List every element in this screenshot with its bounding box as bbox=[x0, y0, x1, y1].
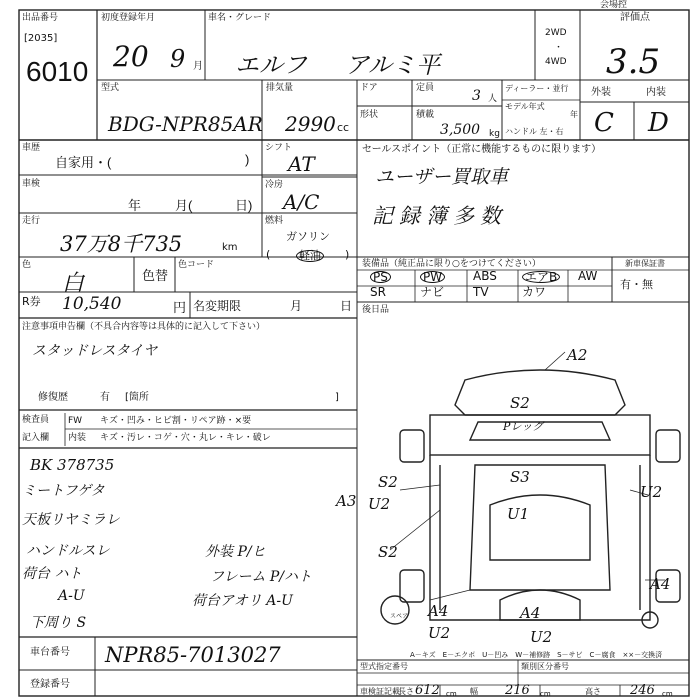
equipment-item: ABS bbox=[473, 269, 497, 283]
handwritten-note: A-U bbox=[58, 588, 85, 604]
entry-label: 記入欄 bbox=[22, 433, 50, 443]
model-spec-label: 型式指定番号 bbox=[360, 662, 408, 671]
equipment-item: AW bbox=[578, 269, 598, 283]
damage-mark: A3 bbox=[336, 492, 357, 510]
mileage-note: BK 378735 bbox=[30, 456, 115, 474]
damage-mark: A4 bbox=[650, 575, 671, 593]
reg-year: 20 bbox=[113, 40, 149, 73]
notes-title: 注意事項申告欄（不具合内容等は具体的に記入して下さい） bbox=[22, 322, 266, 332]
lot-code: [2035] bbox=[24, 33, 58, 44]
equipment-item: エアB bbox=[522, 271, 560, 283]
drive-4wd: 4WD bbox=[545, 57, 567, 67]
damage-mark: S3 bbox=[510, 468, 530, 486]
color-value: 白 bbox=[62, 271, 85, 296]
length-label: 長さ bbox=[398, 687, 414, 696]
capacity-unit: 人 bbox=[488, 94, 498, 104]
model-code: BDG-NPR85AR bbox=[108, 112, 263, 136]
fw-label: FW bbox=[68, 416, 83, 426]
equipment-title: 装備品（純正品に限り○をつけてください） bbox=[362, 259, 541, 269]
damage-mark: A4 bbox=[520, 604, 541, 622]
shift-value: AT bbox=[288, 152, 315, 176]
car-name: エルフ bbox=[235, 51, 307, 79]
first-reg-label: 初度登録年月 bbox=[101, 13, 156, 23]
color-change-label: 色替 bbox=[142, 268, 169, 283]
damage-mark: A2 bbox=[567, 346, 588, 364]
inspection-label: 車検 bbox=[22, 179, 41, 189]
handwritten-note: 荷台アオリ A-U bbox=[192, 593, 293, 609]
lot-label: 出品番号 bbox=[22, 13, 59, 23]
mileage-value: 37万8千735 bbox=[60, 232, 183, 256]
color-code-label: 色コード bbox=[178, 260, 215, 270]
damage-mark: S2 bbox=[378, 473, 398, 491]
damage-legend: A－キズ E－エクボ U－凹み W－補修跡 S－サビ C－腐食 ××－交換済 bbox=[410, 651, 663, 659]
load-value: 3,500 bbox=[440, 122, 481, 138]
sales-point-2: 記録簿多数 bbox=[372, 204, 507, 228]
width-label: 幅 bbox=[470, 687, 478, 696]
width-value: 216 bbox=[505, 683, 530, 698]
score-label: 評価点 bbox=[620, 12, 650, 23]
dealer-label: ディーラー・並行 bbox=[505, 84, 569, 93]
history-close: ) bbox=[245, 152, 250, 167]
fuel-label: 燃料 bbox=[265, 216, 284, 226]
history-value: 自家用・( bbox=[55, 155, 112, 170]
repair-label: 修復歴 bbox=[38, 392, 68, 403]
reg-month: 9 bbox=[170, 45, 186, 73]
transfer-label: 名変期限 bbox=[193, 299, 242, 313]
model-type-label: 型式 bbox=[101, 83, 120, 93]
reg-month-unit: 月 bbox=[193, 61, 203, 72]
fuel-value: ガソリン bbox=[286, 230, 330, 243]
capacity-value: 3 bbox=[472, 88, 481, 104]
recycle-value: 10,540 bbox=[62, 294, 122, 314]
repair-close: ] bbox=[335, 392, 339, 403]
handwritten-note: 天板リヤミラレ bbox=[22, 512, 120, 528]
equipment-item: TV bbox=[473, 285, 489, 299]
model-year-label: モデル年式 bbox=[505, 102, 545, 111]
ac-value: A/C bbox=[283, 190, 320, 214]
height-unit: cm bbox=[662, 690, 673, 698]
drive-2wd: 2WD bbox=[545, 28, 567, 38]
length-unit: cm bbox=[446, 690, 457, 698]
warranty-label: 新車保証書 bbox=[625, 259, 665, 268]
equipment-item: ナビ bbox=[420, 285, 445, 299]
model-year-unit: 年 bbox=[570, 110, 578, 119]
interior-label: 内装 bbox=[646, 87, 666, 98]
spare-label: スペア bbox=[390, 613, 409, 620]
damage-mark: Pレッグ bbox=[503, 420, 544, 433]
mileage-unit: km bbox=[222, 242, 238, 253]
exterior-grade: C bbox=[594, 108, 614, 138]
ac-label: 冷房 bbox=[265, 180, 284, 190]
load-unit: kg bbox=[489, 129, 500, 139]
capacity-label: 定員 bbox=[416, 83, 435, 93]
inspection-day: 日) bbox=[235, 198, 253, 213]
fuel-paren-close: ) bbox=[345, 248, 350, 261]
warranty-value: 有・無 bbox=[620, 278, 653, 291]
handwritten-note: ミートフゲタ bbox=[22, 483, 105, 499]
width-unit: cm bbox=[540, 690, 551, 698]
inspection-cert-label: 車検証記載 bbox=[360, 687, 400, 696]
door-label: ドア bbox=[360, 83, 378, 93]
handwritten-note: ハンドルスレ bbox=[26, 543, 110, 559]
shift-label: シフト bbox=[265, 143, 293, 153]
fuel-paren-open: ( bbox=[266, 248, 271, 261]
inspector-row2: キズ・汚レ・コゲ・穴・丸レ・キレ・破レ bbox=[100, 433, 271, 443]
mileage-label: 走行 bbox=[22, 216, 41, 226]
displacement-unit: cc bbox=[337, 121, 350, 134]
load-label: 積載 bbox=[416, 110, 435, 120]
truck-outline bbox=[381, 370, 680, 628]
interior-row-label: 内装 bbox=[68, 433, 87, 443]
damage-mark: U2 bbox=[428, 624, 451, 642]
history-label: 車歴 bbox=[22, 143, 41, 153]
registration-label: 登録番号 bbox=[30, 679, 70, 690]
inspection-month: 月( bbox=[175, 198, 193, 213]
drive-dot: ・ bbox=[554, 43, 564, 53]
height-label: 高さ bbox=[585, 687, 601, 696]
height-value: 246 bbox=[630, 683, 655, 698]
transfer-month: 月 bbox=[290, 299, 303, 313]
interior-grade: D bbox=[648, 108, 669, 138]
displacement-value: 2990 bbox=[285, 112, 336, 136]
equipment-item: カワ bbox=[522, 285, 547, 299]
repair-value: 有 bbox=[100, 392, 110, 403]
sales-points-title: セールスポイント（正常に機能するものに限ります） bbox=[362, 144, 602, 155]
chassis-number: NPR85-7013027 bbox=[105, 643, 281, 667]
damage-mark: S2 bbox=[378, 543, 398, 561]
handle-label: ハンドル 左・右 bbox=[505, 127, 564, 136]
damage-mark: U1 bbox=[507, 505, 530, 523]
color-label: 色 bbox=[22, 260, 32, 270]
lot-number: 6010 bbox=[26, 56, 89, 87]
damage-mark: U2 bbox=[640, 483, 663, 501]
transfer-day: 日 bbox=[340, 299, 353, 313]
venue-label: 会場控 bbox=[600, 0, 628, 10]
handwritten-note: 外装 P/ヒ bbox=[205, 544, 266, 560]
score-value: 3.5 bbox=[606, 42, 661, 82]
exterior-label: 外装 bbox=[591, 87, 611, 98]
equipment-item: PW bbox=[420, 271, 445, 283]
handwritten-note: 下周り S bbox=[30, 615, 87, 631]
repair-detail: [箇所 bbox=[125, 392, 149, 403]
length-value: 612 bbox=[415, 683, 440, 698]
equipment-item: PS bbox=[370, 271, 391, 283]
inspector-row1: キズ・凹み・ヒビ割・リペア跡・×要 bbox=[100, 416, 252, 426]
fuel-option: 軽油 bbox=[296, 250, 324, 262]
equipment-item: SR bbox=[370, 285, 386, 299]
notes-entry: スタッドレスタイヤ bbox=[32, 343, 158, 359]
recycle-label: R券 bbox=[22, 295, 41, 308]
damage-mark: U2 bbox=[530, 628, 553, 646]
inspection-year: 年 bbox=[128, 198, 142, 213]
category-label: 類別区分番号 bbox=[521, 662, 569, 671]
rear-seat-label: 後日品 bbox=[362, 305, 390, 315]
recycle-yen: 円 bbox=[173, 300, 187, 315]
shape-label: 形状 bbox=[360, 110, 379, 120]
handwritten-note: 荷台 ハト bbox=[22, 566, 83, 582]
sales-point-1: ユーザー買取車 bbox=[375, 166, 509, 188]
damage-mark: U2 bbox=[368, 495, 391, 513]
inspector-label: 検査員 bbox=[22, 415, 50, 425]
car-name-label: 車名・グレード bbox=[208, 13, 272, 23]
damage-mark: S2 bbox=[510, 394, 530, 412]
displacement-label: 排気量 bbox=[266, 83, 294, 93]
chassis-label: 車台番号 bbox=[30, 647, 70, 658]
car-grade: アルミ平 bbox=[345, 51, 441, 79]
damage-mark: A4 bbox=[428, 602, 449, 620]
handwritten-note: フレーム P/ハト bbox=[210, 569, 312, 585]
